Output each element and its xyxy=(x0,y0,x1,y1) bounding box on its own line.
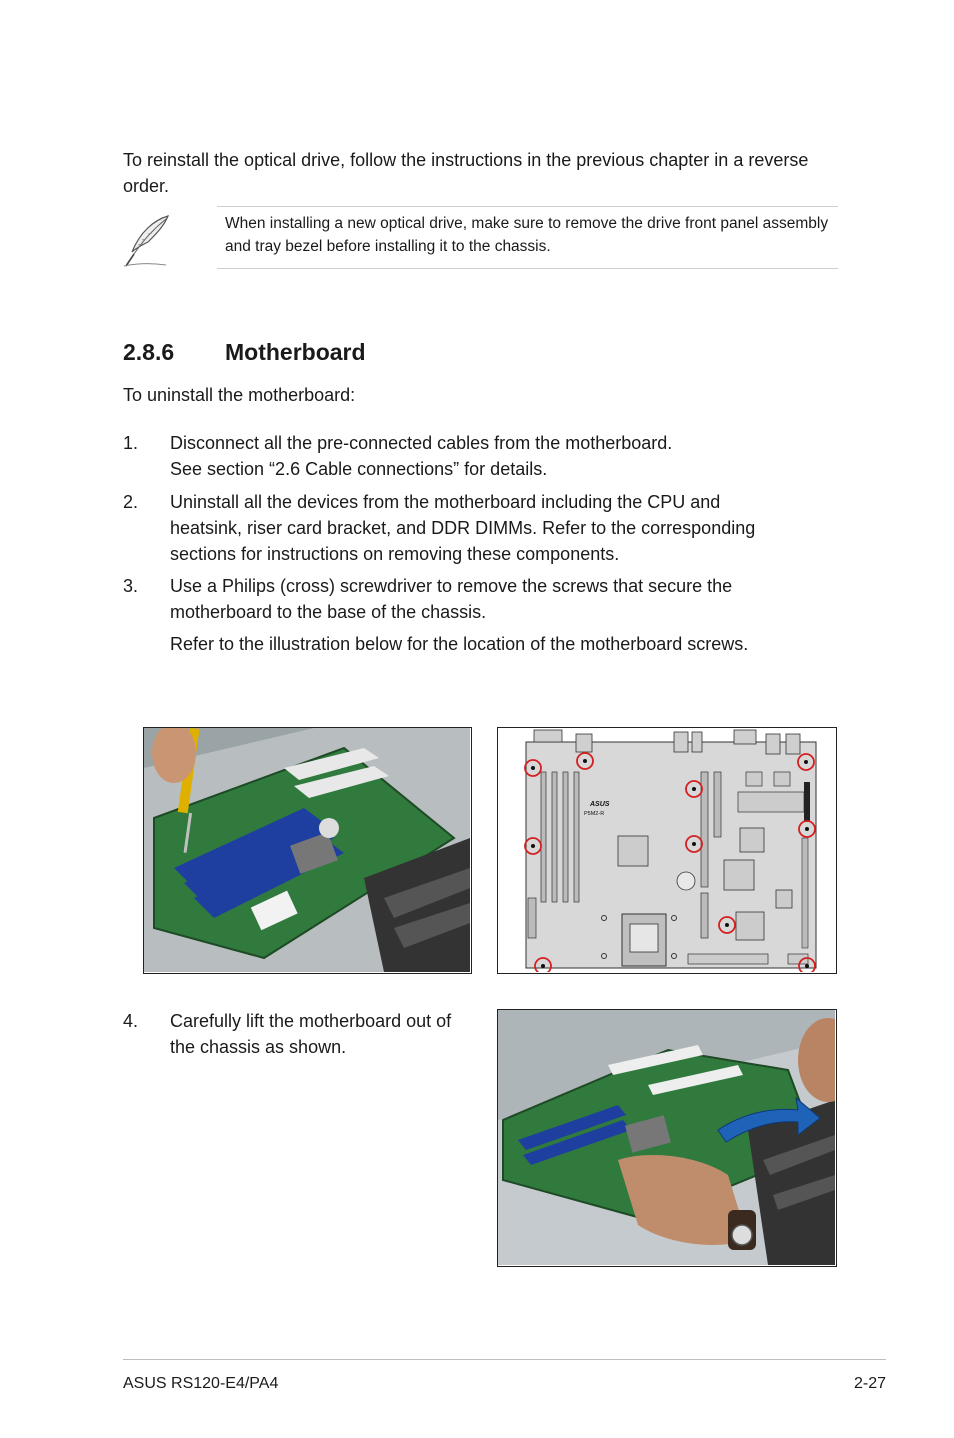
diagram-brand-label: ASUS xyxy=(590,801,610,808)
motherboard-screw-diagram xyxy=(497,727,837,974)
step-3-line-1: Use a Philips (cross) screwdriver to remove the screws that secure the xyxy=(170,576,733,596)
diagram-model-label: P5M2-R xyxy=(584,811,605,817)
step-3-number: 3. xyxy=(123,576,139,596)
step-4-line-1: Carefully lift the motherboard out of xyxy=(170,1011,452,1031)
step-3-extra: Refer to the illustration below for the location of the motherboard screws. xyxy=(170,634,749,654)
step-1-number: 1. xyxy=(123,433,139,453)
note-text: When installing a new optical drive, make sure to remove the drive front panel assembly and tray bezel before installing it to the chassis. xyxy=(225,215,829,255)
step-2-text xyxy=(170,489,830,567)
section-number: 2.8.6 xyxy=(123,339,175,365)
step-2-line-1: Uninstall all the devices from the motherboard including the CPU and xyxy=(170,492,721,512)
step-1-text xyxy=(170,430,830,482)
section-title: Motherboard xyxy=(225,339,366,365)
lead-text: To uninstall the motherboard: xyxy=(123,385,356,405)
step-2-line-3: sections for instructions on removing these components. xyxy=(170,544,620,564)
step-3-text xyxy=(170,573,830,625)
photo-lift-motherboard xyxy=(497,1009,837,1267)
intro-text: To reinstall the optical drive, follow the instructions in the previous chapter in a reverse order. xyxy=(123,150,809,196)
intro-paragraph xyxy=(123,147,813,199)
step-2-number: 2. xyxy=(123,492,139,512)
footer-left-text: ASUS RS120-E4/PA4 xyxy=(123,1375,279,1392)
step-1-line-2: See section “2.6 Cable connections” for details. xyxy=(170,459,548,479)
step-4-text xyxy=(170,1008,480,1060)
step-2-line-2: heatsink, riser card bracket, and DDR DIMMs. Refer to the corresponding xyxy=(170,518,756,538)
step-4-line-2: the chassis as shown. xyxy=(170,1037,347,1057)
footer-page-number: 2-27 xyxy=(853,1375,886,1392)
step-4-number: 4. xyxy=(123,1011,139,1031)
note-top-rule xyxy=(217,206,838,207)
motherboard-layout-svg xyxy=(498,728,835,972)
step-3-line-2: motherboard to the base of the chassis. xyxy=(170,602,487,622)
note-bottom-rule xyxy=(217,268,838,269)
quill-pen-icon xyxy=(118,212,178,270)
step-1-line-1: Disconnect all the pre-connected cables from the motherboard. xyxy=(170,433,673,453)
photo-remove-screws xyxy=(143,727,472,974)
footer-rule xyxy=(123,1359,886,1360)
